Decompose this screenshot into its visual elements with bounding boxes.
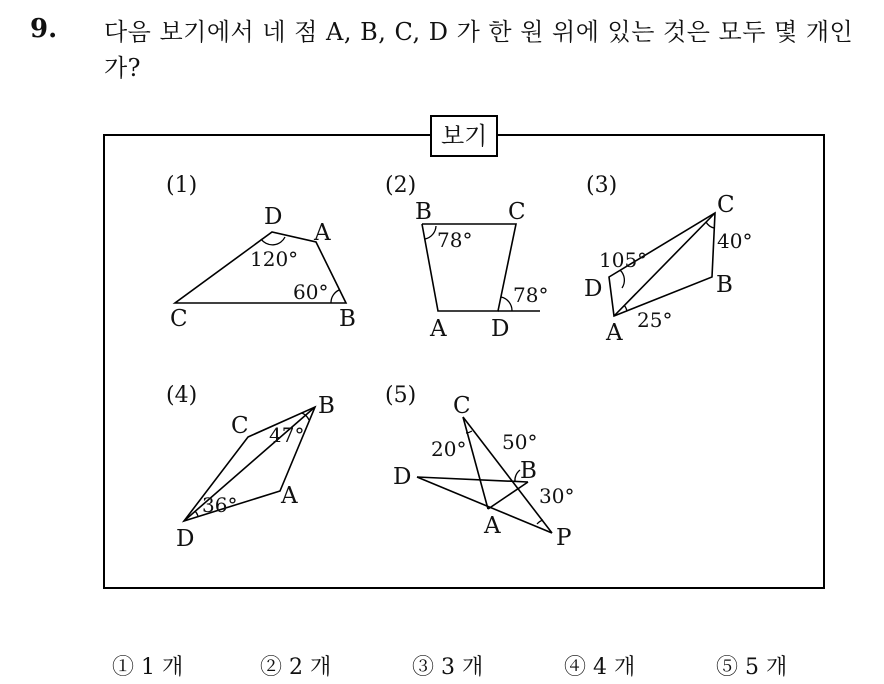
figure-5-line-ab — [488, 482, 528, 509]
figure-4-point-c: C — [231, 413, 249, 439]
figure-3-angle-d-arc — [620, 270, 624, 288]
figure-2-angle-b-arc — [425, 226, 436, 239]
figure-2-label: (2) — [385, 173, 417, 198]
figure-5-line-ca — [463, 417, 488, 509]
figure-2-point-b: B — [415, 199, 432, 225]
figure-5-angle-c-label: 20° — [431, 437, 467, 461]
figure-1-point-a: A — [314, 220, 331, 246]
figure-3-point-d: D — [584, 276, 603, 302]
figure-1-angle-b-label: 60° — [293, 280, 329, 304]
figure-5-angle-p-label: 30° — [539, 484, 575, 508]
figure-2-point-a: A — [430, 316, 447, 342]
figure-3-angle-a-arc — [624, 305, 627, 311]
question-number: 9. — [30, 14, 58, 44]
figure-5 — [385, 383, 574, 551]
figure-3-label: (3) — [586, 173, 618, 198]
figure-2 — [385, 173, 548, 342]
choice-3[interactable]: ③ 3 개 — [412, 655, 484, 680]
figure-2-exterior-angle-label: 78° — [513, 283, 549, 307]
figure-5-point-b: B — [520, 458, 537, 484]
figure-3-angle-d-label: 105° — [599, 248, 648, 272]
figure-1-label: (1) — [166, 173, 198, 198]
question-text: 다음 보기에서 네 점 A, B, C, D 가 한 원 위에 있는 것은 모두 몇 개인가? — [104, 18, 854, 82]
figure-2-point-d: D — [491, 316, 510, 342]
figure-1-point-c: C — [170, 306, 188, 332]
figure-4-angle-b-label: 47° — [269, 423, 305, 447]
figure-3-angle-a-label: 25° — [637, 308, 673, 332]
figure-3-point-a: A — [606, 320, 623, 346]
figure-2-angle-b-label: 78° — [437, 228, 473, 252]
figure-3-point-c: C — [717, 192, 735, 218]
figure-4-angle-d-label: 36° — [202, 493, 238, 517]
figure-4-label: (4) — [166, 383, 198, 408]
choice-4[interactable]: ④ 4 개 — [564, 655, 636, 680]
figure-1-point-b: B — [339, 306, 356, 332]
example-box-label: 보기 — [430, 115, 498, 157]
figure-1 — [166, 173, 356, 332]
figure-5-point-p: P — [556, 525, 572, 551]
figure-4-point-a: A — [281, 483, 298, 509]
figure-1-point-d: D — [264, 204, 283, 230]
choice-5[interactable]: ⑤ 5 개 — [716, 655, 788, 680]
figure-5-point-c: C — [453, 393, 471, 419]
choice-1[interactable]: ① 1 개 — [112, 655, 184, 680]
figure-1-angle-b-arc — [331, 290, 339, 303]
figure-4-point-b: B — [318, 393, 335, 419]
figure-5-angle-b-label: 50° — [502, 430, 538, 454]
figure-3 — [584, 173, 752, 346]
figure-4 — [166, 383, 335, 552]
figure-5-point-a: A — [484, 513, 501, 539]
figure-5-point-d: D — [393, 464, 412, 490]
figure-1-angle-d-label: 120° — [250, 247, 299, 271]
figure-5-label: (5) — [385, 383, 417, 408]
choice-2[interactable]: ② 2 개 — [260, 655, 332, 680]
figure-2-point-c: C — [508, 199, 526, 225]
figure-5-angle-p-arc — [537, 520, 543, 524]
figure-3-angle-c-arc — [706, 222, 714, 228]
figure-4-point-d: D — [176, 526, 195, 552]
figure-4-angle-d-arc — [195, 511, 198, 516]
figure-3-angle-c-label: 40° — [717, 229, 753, 253]
figure-2-exterior-angle-arc — [501, 297, 512, 311]
figure-3-point-b: B — [716, 272, 733, 298]
